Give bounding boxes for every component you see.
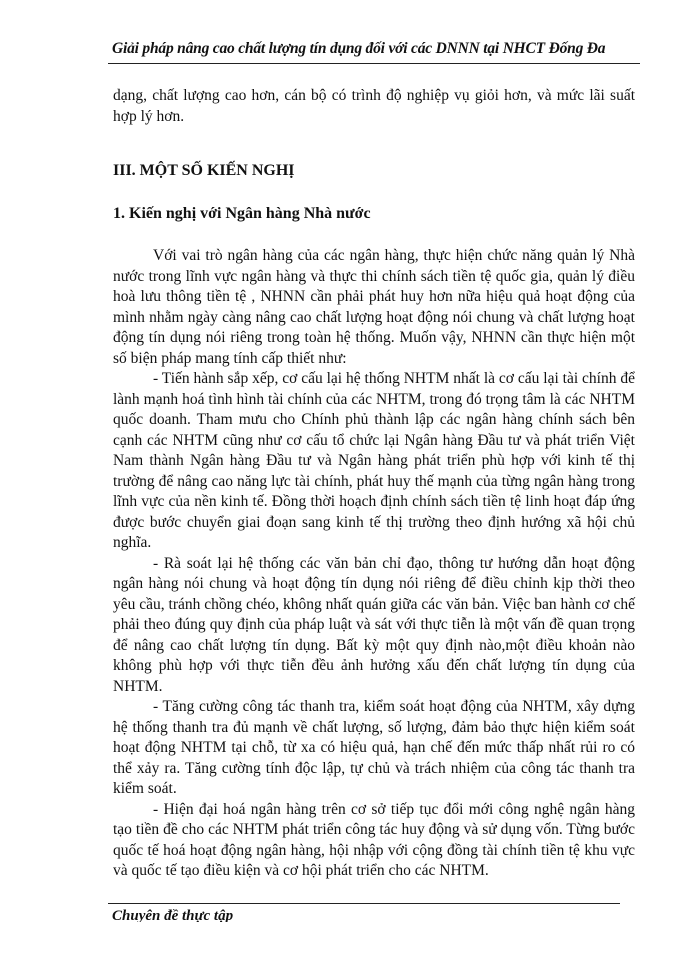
running-header: Giải pháp nâng cao chất lượng tín dụng đối với các DNNN tại NHCT Đống Đa <box>112 40 606 57</box>
body-paragraph: Với vai trò ngân hàng của các ngân hàng, thực hiện chức năng quản lý Nhà nước trong lĩnh vực ngân hàng và thực thi chính sách tiền tệ quốc gia, quản lý điều hoà lưu thông tiền tệ , NHNN cần phải phát huy hơn nữa hiệu quả hoạt động của mình nhằm ngày càng nâng cao chất lượng hoạt động nói chung và chất lượng hoạt động tín dụng nói riêng trong toàn hệ thống. Muốn vậy, NHNN cần thực hiện một số biện pháp mang tính cấp thiết như: <box>113 247 635 367</box>
running-footer: Chuyên đề thực tập <box>112 908 234 922</box>
page-body <box>113 86 635 882</box>
intro-paragraph: dạng, chất lượng cao hơn, cán bộ có trình độ nghiệp vụ giỏi hơn, và mức lãi suất hợp lý hơn. <box>113 87 635 125</box>
body-paragraph: - Tiến hành sắp xếp, cơ cấu lại hệ thống NHTM nhất là cơ cấu lại tài chính để lành mạnh hoá tình hình tài chính của các NHTM, trong đó trọng tâm là các NHTM quốc doanh. Tham mưu cho Chính phủ thành lập các ngân hàng chính sách bên cạnh các NHTM cũng như cơ cấu tổ chức lại Ngân hàng Đầu tư và phát triển Việt Nam thành Ngân hàng Đầu tư và Ngân hàng phát triển phù hợp với kinh tế thị trường để nâng cao năng lực tài chính, phát huy thế mạnh của từng ngân hàng trong lĩnh vực của nền kinh tế. Đồng thời hoạch định chính sách tiền tệ linh hoạt đáp ứng được bước chuyển giai đoạn sang kinh tế thị trường theo định hướng xã hội chủ nghĩa. <box>113 370 635 551</box>
subsection-heading: 1. Kiến nghị với Ngân hàng Nhà nước <box>113 204 371 222</box>
body-paragraph: - Rà soát lại hệ thống các văn bản chỉ đạo, thông tư hướng dẫn hoạt động ngân hàng nói chung và hoạt động tín dụng nói riêng để điều chỉnh kịp thời theo yêu cầu, tránh chồng chéo, không nhất quán giữa các văn bản. Việc ban hành cơ chế phải theo đúng quy định của pháp luật và sát với thực tiễn là một vấn đề quan trọng để nâng cao chất lượng tín dụng. Bất kỳ một quy định nào,một điều khoản nào không phù hợp với thực tiễn đều ảnh hưởng xấu đến chất lượng tín dụng của NHTM. <box>113 554 635 695</box>
section-heading: III. MỘT SỐ KIẾN NGHỊ <box>113 162 295 179</box>
header-divider <box>108 63 640 64</box>
footer-divider <box>108 903 620 904</box>
body-paragraph: - Tăng cường công tác thanh tra, kiểm soát hoạt động của NHTM, xây dựng hệ thống thanh tra đủ mạnh về chất lượng, số lượng, đảm bảo thực hiện kiểm soát hoạt động NHTM tại chỗ, từ xa có hiệu quả, hạn chế đến mức thấp nhất rủi ro có thể xảy ra. Tăng cường tính độc lập, tự chủ và trách nhiệm của công tác thanh tra kiểm soát. <box>113 698 635 797</box>
body-paragraph: - Hiện đại hoá ngân hàng trên cơ sở tiếp tục đổi mới công nghệ ngân hàng tạo tiền đề cho các NHTM phát triển công tác huy động và sử dụng vốn. Từng bước quốc tế hoá hoạt động ngân hàng, hội nhập với cộng đồng tài chính tiền tệ khu vực và quốc tế tạo điều kiện và cơ hội phát triển cho các NHTM. <box>113 800 635 879</box>
